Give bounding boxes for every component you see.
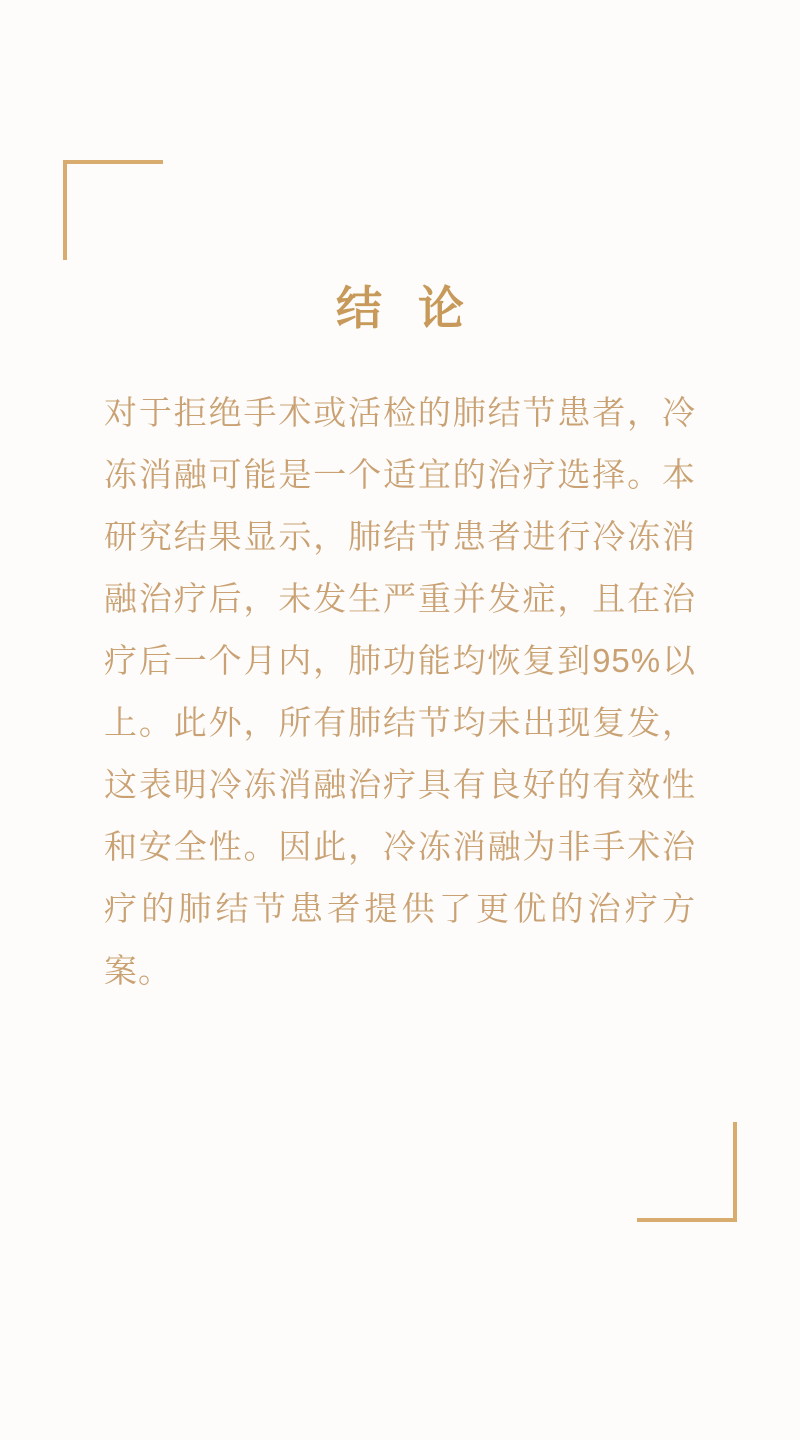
page-title: 结 论	[335, 281, 474, 335]
conclusion-paragraph: 对于拒绝手术或活检的肺结节患者，冷冻消融可能是一个适宜的治疗选择。本研究结果显示，肺结节患者进行冷冻消融治疗后，未发生严重并发症，且在治疗后一个月内，肺功能均恢复到95%以上。此外，所有肺结节均未出现复发，这表明冷冻消融治疗具有良好的有效性和安全性。因此，冷冻消融为非手术治疗的肺结节患者提供了更优的治疗方案。	[104, 394, 696, 989]
corner-bracket-bottom-right-icon	[637, 1122, 737, 1222]
corner-bracket-top-left-icon	[63, 160, 163, 260]
content-block	[104, 272, 696, 1002]
